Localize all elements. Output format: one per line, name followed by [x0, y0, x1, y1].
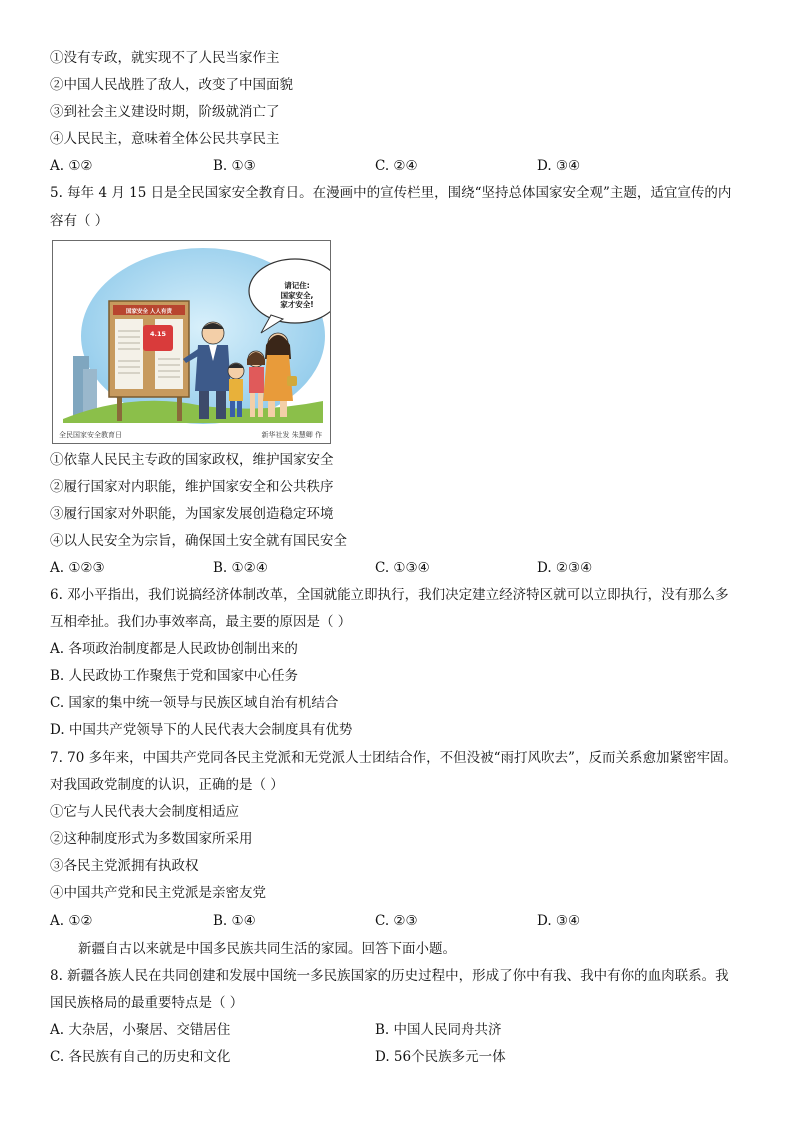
q7-item-4: ④中国共产党和民主党派是亲密友党 — [50, 885, 266, 901]
q8-option-a[interactable]: A. 大杂居，小聚居、交错居住 — [50, 1022, 231, 1038]
board-title: 国家安全 人人有责 — [126, 309, 172, 315]
q6-option-d[interactable]: D. 中国共产党领导下的人民代表大会制度具有优势 — [50, 722, 353, 738]
cartoon-image — [52, 240, 331, 444]
q8-stem-line1: 8. 新疆各族人民在共同创建和发展中国统一多民族国家的历史过程中，形成了你中有我、我中有你的血肉联系。我 — [50, 968, 729, 984]
q6-stem-line1: 6. 邓小平指出，我们说搞经济体制改革，全国就能立即执行，我们决定建立经济特区就可以立即执行，没有那么多 — [50, 587, 729, 603]
q4-item-3: ③到社会主义建设时期，阶级就消亡了 — [50, 104, 280, 120]
bubble-line-1: 请记住: — [284, 281, 310, 290]
q4-option-b[interactable]: B. ①③ — [213, 158, 256, 174]
caption-left: 全民国家安全教育日 — [59, 431, 122, 439]
q5-stem-line1: 5. 每年 4 月 15 日是全民国家安全教育日。在漫画中的宣传栏里，围绕“坚持总体国家安全观”主题，适宜宣传的内 — [50, 185, 732, 201]
q4-option-a[interactable]: A. ①② — [50, 158, 93, 174]
q5-item-3: ③履行国家对外职能，为国家发展创造稳定环境 — [50, 506, 334, 522]
q8-stem-line2: 国民族格局的最重要特点是（ ） — [50, 995, 244, 1011]
q5-item-2: ②履行国家对内职能，维护国家安全和公共秩序 — [50, 479, 334, 495]
q4-option-d[interactable]: D. ③④ — [537, 158, 581, 174]
q8-option-d[interactable]: D. 56个民族多元一体 — [375, 1049, 506, 1065]
q7-option-c[interactable]: C. ②③ — [375, 913, 418, 929]
q4-option-c[interactable]: C. ②④ — [375, 158, 418, 174]
q8-option-c[interactable]: C. 各民族有自己的历史和文化 — [50, 1049, 231, 1065]
q4-item-4: ④人民民主，意味着全体公民共享民主 — [50, 131, 280, 147]
q6-option-b[interactable]: B. 人民政协工作聚焦于党和国家中心任务 — [50, 668, 299, 684]
q4-item-2: ②中国人民战胜了敌人，改变了中国面貌 — [50, 77, 293, 93]
q6-option-a[interactable]: A. 各项政治制度都是人民政协创制出来的 — [50, 641, 298, 657]
bubble-line-3: 家才安全! — [280, 300, 314, 309]
q5-option-b[interactable]: B. ①②④ — [213, 560, 268, 576]
q7-stem-line2: 对我国政党制度的认识，正确的是（ ） — [50, 777, 284, 793]
xinjiang-intro: 新疆自古以来就是中国多民族共同生活的家园。回答下面小题。 — [78, 941, 456, 957]
q5-item-4: ④以人民安全为宗旨，确保国土安全就有国民安全 — [50, 533, 347, 549]
caption-right: 新华社发 朱慧卿 作 — [261, 431, 322, 439]
q6-stem-line2: 互相牵扯。我们办事效率高，最主要的原因是（ ） — [50, 614, 352, 630]
q5-option-d[interactable]: D. ②③④ — [537, 560, 593, 576]
q7-option-a[interactable]: A. ①② — [50, 913, 93, 929]
q7-option-d[interactable]: D. ③④ — [537, 913, 581, 929]
badge-label: 4.15 — [149, 330, 167, 338]
q6-option-c[interactable]: C. 国家的集中统一领导与民族区域自治有机结合 — [50, 695, 339, 711]
q5-item-1: ①依靠人民民主专政的国家政权，维护国家安全 — [50, 452, 334, 468]
badge-415 — [143, 325, 173, 351]
bubble-line-2: 国家安全, — [280, 290, 314, 300]
q5-stem-line2: 容有（ ） — [50, 213, 109, 229]
cartoon-illustration — [53, 241, 330, 443]
q4-item-1: ①没有专政，就实现不了人民当家作主 — [50, 50, 280, 66]
q7-option-b[interactable]: B. ①④ — [213, 913, 256, 929]
q7-stem-line1: 7. 70 多年来，中国共产党同各民主党派和无党派人士团结合作，不但没被“雨打风吹去”，反而关系愈加紧密牢固。 — [50, 750, 737, 766]
q5-option-c[interactable]: C. ①③④ — [375, 560, 430, 576]
bubble-text — [257, 281, 331, 310]
board-panel-left — [115, 319, 143, 389]
q7-item-3: ③各民主党派拥有执政权 — [50, 858, 199, 874]
q5-option-a[interactable]: A. ①②③ — [50, 560, 105, 576]
q7-item-2: ②这种制度形式为多数国家所采用 — [50, 831, 253, 847]
q7-item-1: ①它与人民代表大会制度相适应 — [50, 804, 239, 820]
q8-option-b[interactable]: B. 中国人民同舟共济 — [375, 1022, 502, 1038]
